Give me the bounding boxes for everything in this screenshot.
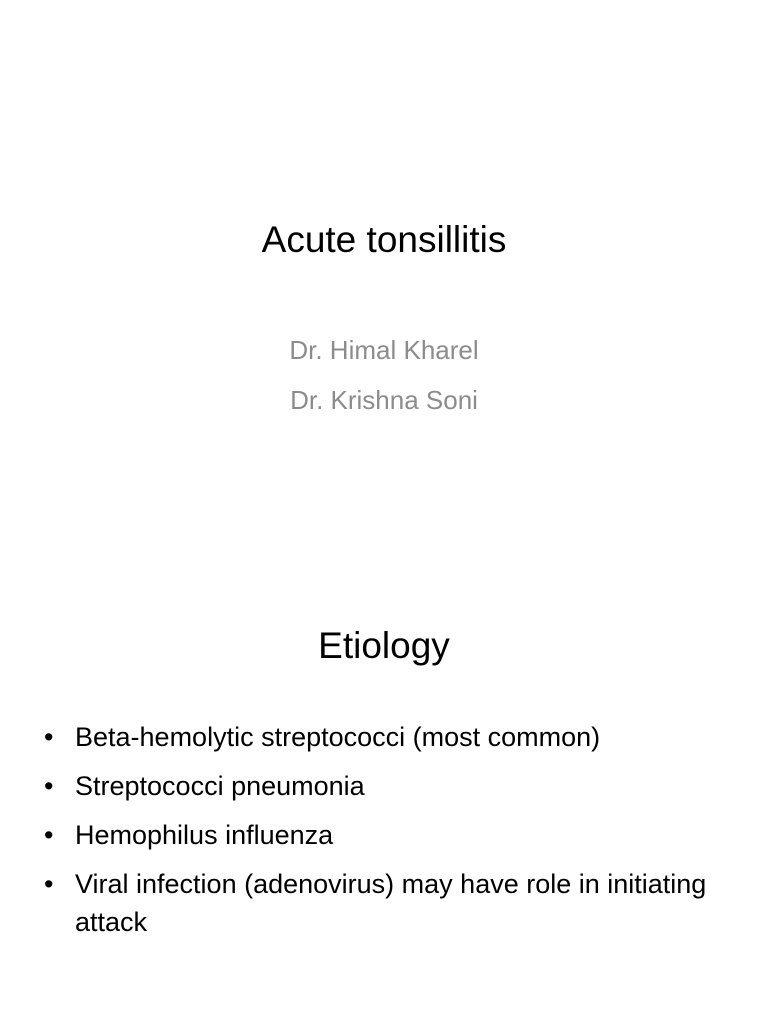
list-item [44,865,724,941]
bullet-icon: • [44,771,54,801]
bullet-icon: • [44,722,54,752]
list-item-text: Beta-hemolytic streptococci (most common) [75,722,601,752]
bullet-icon: • [44,820,54,850]
author-line: Dr. Krishna Soni [290,385,478,415]
list-item [44,767,724,805]
slide-title: Etiology [318,625,450,666]
bullet-list [44,718,724,952]
list-item [44,718,724,756]
list-item [44,816,724,854]
bullet-icon: • [44,869,54,899]
slide-title: Acute tonsillitis [261,219,507,260]
list-item-text: Viral infection (adenovirus) may have role in initiating attack [75,869,707,937]
author-line: Dr. Himal Kharel [289,335,479,365]
content-slide [0,512,768,1024]
list-item-text: Hemophilus influenza [75,820,334,850]
list-item-text: Streptococci pneumonia [75,771,365,801]
